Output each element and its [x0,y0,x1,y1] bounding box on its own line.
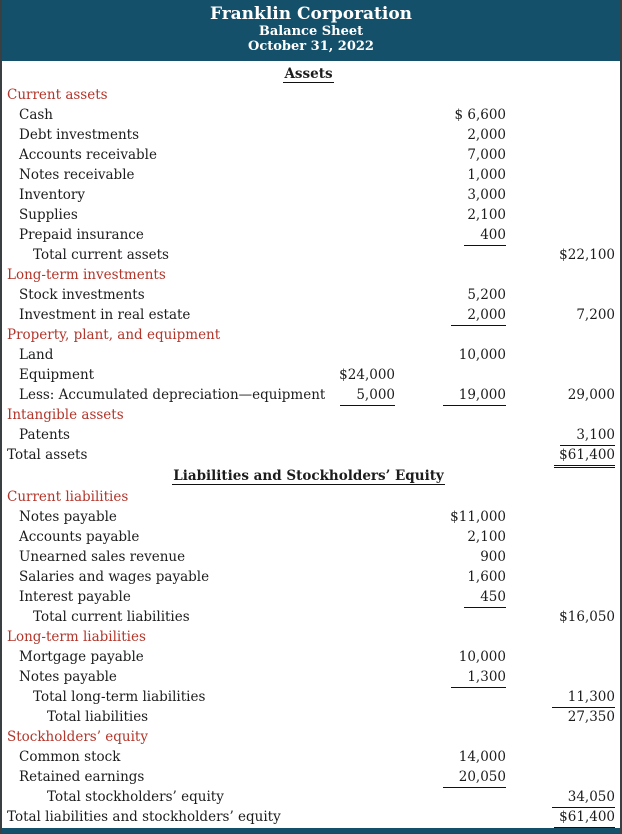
amount-c2 [395,386,506,406]
line-item-label: Total current assets [33,247,169,263]
line-item [2,808,615,828]
section-title-text: Assets [284,66,333,82]
amount-c2 [395,306,506,326]
amount-value: $ 6,600 [454,107,506,123]
amount-c3 [506,386,615,405]
amount-c2 [395,508,506,527]
line-item [2,386,615,406]
line-item [2,508,615,528]
line-item [2,106,615,126]
line-item-label: Investment in real estate [19,307,191,323]
amount-c2 [395,588,506,608]
amount-value: 900 [480,549,506,565]
line-item-label: Total stockholders’ equity [47,789,224,805]
line-item [2,588,615,608]
statement-section-title [2,466,615,488]
statement-date: October 31, 2022 [248,39,374,54]
amount-c2 [395,126,506,145]
amount-value: 7,000 [467,147,506,163]
amount-c3 [506,426,615,446]
amount-value: $16,050 [559,609,615,625]
line-item-label: Stock investments [19,287,145,303]
section-heading [2,628,615,648]
line-item [2,768,615,788]
amount-c3 [506,688,615,708]
line-item-label: Common stock [19,749,121,765]
amount-value: 2,100 [467,529,506,545]
line-item [2,346,615,366]
section-heading-label: Intangible assets [7,407,124,423]
section-heading-label: Stockholders’ equity [7,729,148,745]
line-item-label: Patents [19,427,70,443]
amount-value: 7,200 [576,307,615,323]
section-heading [2,326,615,346]
line-item [2,548,615,568]
amount-c1 [325,386,395,406]
amount-c2 [395,648,506,667]
line-item [2,366,615,386]
company-name: Franklin Corporation [209,4,413,24]
line-item [2,688,615,708]
section-heading [2,86,615,106]
amount-value: 29,000 [567,387,615,403]
amount-value: 14,000 [458,749,506,765]
line-item [2,446,615,466]
line-item-label: Notes receivable [19,167,135,183]
amount-value: $24,000 [339,367,395,383]
line-item [2,306,615,326]
line-item [2,708,615,728]
amount-c2 [395,226,506,246]
line-item [2,246,615,266]
line-item-label: Interest payable [19,589,131,605]
section-heading [2,266,615,286]
amount-value: 10,000 [458,649,506,665]
amount-value: $61,400 [554,446,615,468]
line-item-label: Notes payable [19,509,117,525]
line-item-label: Total long-term liabilities [33,689,206,705]
amount-c3 [506,306,615,325]
line-item [2,648,615,668]
amount-value: 20,050 [443,768,506,788]
line-item [2,608,615,628]
line-item-label: Prepaid insurance [19,227,144,243]
amount-value: 10,000 [458,347,506,363]
line-item [2,788,615,808]
line-item-label: Notes payable [19,669,117,685]
amount-c2 [395,528,506,547]
amount-value: 1,300 [451,668,506,688]
amount-c2 [395,106,506,125]
section-title-text: Liabilities and Stockholders’ Equity [173,468,444,484]
amount-c2 [395,548,506,567]
line-item-label: Cash [19,107,54,123]
line-item-label: Unearned sales revenue [19,549,186,565]
line-item [2,226,615,246]
line-item-label: Supplies [19,207,78,223]
section-heading-label: Current assets [7,87,108,103]
line-item-label: Equipment [19,367,95,383]
line-item [2,126,615,146]
amount-value: 34,050 [552,788,615,808]
line-item [2,146,615,166]
line-item-label: Total liabilities and stockholders’ equity [7,809,281,825]
section-heading [2,488,615,508]
line-item-label: Less: Accumulated depreciation—equipment [19,387,325,403]
amount-c2 [395,286,506,305]
line-item [2,568,615,588]
line-item [2,166,615,186]
line-item [2,286,615,306]
amount-c3 [506,708,615,727]
line-item-label: Total liabilities [47,709,149,725]
amount-c2 [395,668,506,688]
amount-c2 [395,206,506,225]
amount-c2 [395,146,506,165]
amount-c1 [325,366,395,385]
statement-body [2,61,620,828]
statement-title: Balance Sheet [258,24,364,39]
line-item [2,206,615,226]
amount-value: 400 [464,226,506,246]
amount-value: 2,000 [451,306,506,326]
line-item-label: Retained earnings [19,769,145,785]
line-item [2,426,615,446]
amount-c3 [506,446,615,468]
amount-value: 27,350 [567,709,615,725]
amount-c2 [395,568,506,587]
line-item-label: Total current liabilities [33,609,190,625]
amount-c2 [395,346,506,365]
section-heading [2,728,615,748]
amount-value: 5,000 [340,386,395,406]
bottom-border-bar [2,828,620,834]
amount-c3 [506,808,615,830]
amount-value: $11,000 [450,509,506,525]
amount-value: $22,100 [559,247,615,263]
amount-value: 5,200 [467,287,506,303]
line-item-label: Mortgage payable [19,649,144,665]
amount-value: 450 [464,588,506,608]
amount-c3 [506,246,615,265]
line-item-label: Accounts receivable [19,147,157,163]
line-item-label: Inventory [19,187,85,203]
statement-section-title [2,64,615,86]
amount-c3 [506,608,615,627]
section-heading [2,406,615,426]
amount-value: 3,100 [560,426,615,446]
amount-c2 [395,186,506,205]
statement-header [2,0,620,61]
line-item-label: Total assets [7,447,88,463]
line-item-label: Accounts payable [19,529,140,545]
section-heading-label: Long-term investments [7,267,166,283]
amount-value: 1,000 [467,167,506,183]
line-item-label: Salaries and wages payable [19,569,210,585]
section-heading-label: Current liabilities [7,489,129,505]
section-heading-label: Property, plant, and equipment [7,327,221,343]
amount-c2 [395,166,506,185]
amount-c3 [506,788,615,808]
amount-value: 3,000 [467,187,506,203]
amount-value: 1,600 [467,569,506,585]
section-heading-label: Long-term liabilities [7,629,146,645]
line-item-label: Land [19,347,54,363]
line-item [2,668,615,688]
amount-value: 19,000 [443,386,506,406]
amount-value: 2,100 [467,207,506,223]
amount-c2 [395,768,506,788]
amount-c2 [395,748,506,767]
line-item-label: Debt investments [19,127,139,143]
line-item [2,748,615,768]
amount-value: 2,000 [467,127,506,143]
line-item [2,186,615,206]
amount-value: $61,400 [554,808,615,830]
line-item [2,528,615,548]
amount-value: 11,300 [552,688,615,708]
